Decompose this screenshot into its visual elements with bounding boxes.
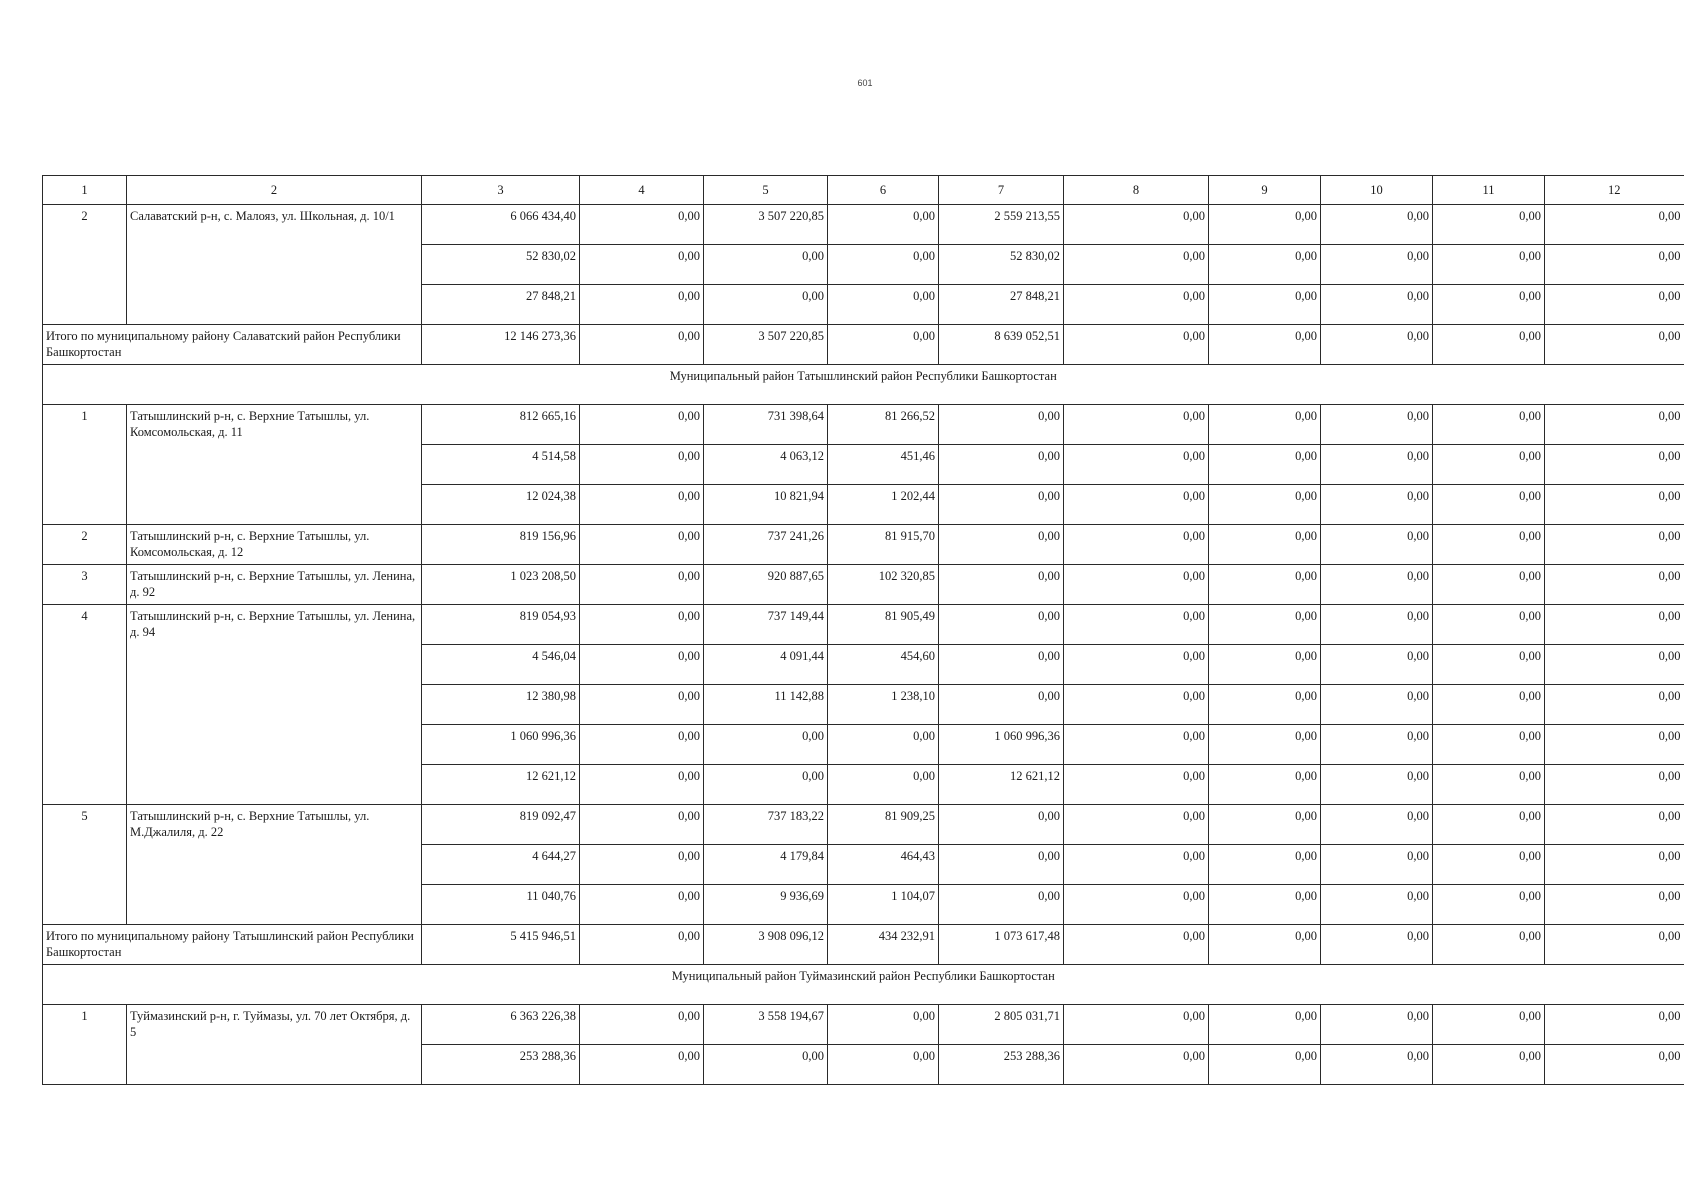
row-number: 3 bbox=[43, 565, 127, 605]
value-cell: 3 558 194,67 bbox=[704, 1005, 828, 1045]
value-cell: 11 142,88 bbox=[704, 685, 828, 725]
column-header: 2 bbox=[127, 176, 422, 205]
value-cell: 0,00 bbox=[1209, 285, 1321, 325]
value-cell: 0,00 bbox=[1433, 845, 1545, 885]
value-cell: 0,00 bbox=[1321, 285, 1433, 325]
value-cell: 0,00 bbox=[1064, 805, 1209, 845]
value-cell: 6 363 226,38 bbox=[422, 1005, 580, 1045]
value-cell: 4 644,27 bbox=[422, 845, 580, 885]
column-header: 3 bbox=[422, 176, 580, 205]
value-cell: 0,00 bbox=[1209, 565, 1321, 605]
address-cell: Татышлинский р-н, с. Верхние Татышлы, ул. Ленина, д. 92 bbox=[127, 565, 422, 605]
value-cell: 0,00 bbox=[1064, 285, 1209, 325]
table-row bbox=[43, 805, 1684, 845]
value-cell: 0,00 bbox=[1545, 885, 1684, 925]
value-cell: 0,00 bbox=[1433, 605, 1545, 645]
column-header: 10 bbox=[1321, 176, 1433, 205]
value-cell: 0,00 bbox=[580, 485, 704, 525]
value-cell: 0,00 bbox=[580, 685, 704, 725]
value-cell: 737 183,22 bbox=[704, 805, 828, 845]
value-cell: 0,00 bbox=[580, 205, 704, 245]
value-cell: 0,00 bbox=[704, 285, 828, 325]
value-cell: 0,00 bbox=[1321, 525, 1433, 565]
value-cell: 0,00 bbox=[580, 525, 704, 565]
value-cell: 0,00 bbox=[580, 725, 704, 765]
value-cell: 0,00 bbox=[939, 605, 1064, 645]
value-cell: 0,00 bbox=[1545, 765, 1684, 805]
value-cell: 12 621,12 bbox=[422, 765, 580, 805]
value-cell: 819 054,93 bbox=[422, 605, 580, 645]
value-cell: 0,00 bbox=[1064, 1005, 1209, 1045]
value-cell: 0,00 bbox=[580, 1005, 704, 1045]
row-number: 1 bbox=[43, 1005, 127, 1085]
value-cell: 0,00 bbox=[580, 565, 704, 605]
value-cell: 1 073 617,48 bbox=[939, 925, 1064, 965]
value-cell: 0,00 bbox=[1321, 1045, 1433, 1085]
data-table bbox=[42, 175, 1684, 1085]
section-title: Муниципальный район Туймазинский район Республики Башкортостан bbox=[43, 965, 1684, 1005]
value-cell: 451,46 bbox=[828, 445, 939, 485]
value-cell: 0,00 bbox=[1433, 285, 1545, 325]
value-cell: 0,00 bbox=[1321, 325, 1433, 365]
value-cell: 0,00 bbox=[1064, 685, 1209, 725]
value-cell: 0,00 bbox=[1545, 205, 1684, 245]
value-cell: 0,00 bbox=[1064, 405, 1209, 445]
value-cell: 0,00 bbox=[580, 285, 704, 325]
value-cell: 0,00 bbox=[828, 205, 939, 245]
value-cell: 81 905,49 bbox=[828, 605, 939, 645]
value-cell: 0,00 bbox=[1545, 565, 1684, 605]
value-cell: 0,00 bbox=[580, 1045, 704, 1085]
section-row bbox=[43, 965, 1684, 1005]
value-cell: 0,00 bbox=[828, 325, 939, 365]
value-cell: 12 621,12 bbox=[939, 765, 1064, 805]
value-cell: 0,00 bbox=[1433, 645, 1545, 685]
value-cell: 0,00 bbox=[1209, 805, 1321, 845]
value-cell: 0,00 bbox=[1433, 685, 1545, 725]
column-header: 5 bbox=[704, 176, 828, 205]
value-cell: 102 320,85 bbox=[828, 565, 939, 605]
table-row bbox=[43, 205, 1684, 245]
value-cell: 0,00 bbox=[580, 605, 704, 645]
value-cell: 0,00 bbox=[1064, 525, 1209, 565]
value-cell: 12 380,98 bbox=[422, 685, 580, 725]
value-cell: 253 288,36 bbox=[939, 1045, 1064, 1085]
address-cell: Татышлинский р-н, с. Верхние Татышлы, ул. М.Джалиля, д. 22 bbox=[127, 805, 422, 925]
value-cell: 819 092,47 bbox=[422, 805, 580, 845]
value-cell: 0,00 bbox=[1209, 325, 1321, 365]
value-cell: 0,00 bbox=[1209, 725, 1321, 765]
total-row bbox=[43, 925, 1684, 965]
value-cell: 0,00 bbox=[939, 685, 1064, 725]
value-cell: 52 830,02 bbox=[422, 245, 580, 285]
value-cell: 0,00 bbox=[1064, 1045, 1209, 1085]
value-cell: 0,00 bbox=[1433, 565, 1545, 605]
column-header: 9 bbox=[1209, 176, 1321, 205]
column-header: 12 bbox=[1545, 176, 1684, 205]
value-cell: 6 066 434,40 bbox=[422, 205, 580, 245]
value-cell: 0,00 bbox=[828, 1005, 939, 1045]
value-cell: 0,00 bbox=[1433, 245, 1545, 285]
value-cell: 737 149,44 bbox=[704, 605, 828, 645]
value-cell: 0,00 bbox=[1064, 885, 1209, 925]
value-cell: 0,00 bbox=[1433, 885, 1545, 925]
value-cell: 0,00 bbox=[580, 885, 704, 925]
value-cell: 8 639 052,51 bbox=[939, 325, 1064, 365]
value-cell: 0,00 bbox=[939, 885, 1064, 925]
value-cell: 0,00 bbox=[1064, 565, 1209, 605]
value-cell: 0,00 bbox=[1433, 325, 1545, 365]
value-cell: 0,00 bbox=[828, 765, 939, 805]
row-number: 2 bbox=[43, 525, 127, 565]
value-cell: 0,00 bbox=[1433, 725, 1545, 765]
value-cell: 0,00 bbox=[1064, 605, 1209, 645]
value-cell: 4 546,04 bbox=[422, 645, 580, 685]
value-cell: 0,00 bbox=[1545, 1005, 1684, 1045]
value-cell: 0,00 bbox=[1321, 885, 1433, 925]
value-cell: 0,00 bbox=[1209, 845, 1321, 885]
value-cell: 0,00 bbox=[704, 725, 828, 765]
value-cell: 3 507 220,85 bbox=[704, 325, 828, 365]
value-cell: 0,00 bbox=[1064, 845, 1209, 885]
value-cell: 12 146 273,36 bbox=[422, 325, 580, 365]
value-cell: 0,00 bbox=[1433, 485, 1545, 525]
value-cell: 1 060 996,36 bbox=[939, 725, 1064, 765]
address-cell: Татышлинский р-н, с. Верхние Татышлы, ул. Комсомольская, д. 12 bbox=[127, 525, 422, 565]
value-cell: 1 238,10 bbox=[828, 685, 939, 725]
value-cell: 0,00 bbox=[1433, 805, 1545, 845]
value-cell: 0,00 bbox=[1209, 205, 1321, 245]
value-cell: 464,43 bbox=[828, 845, 939, 885]
row-number: 5 bbox=[43, 805, 127, 925]
value-cell: 52 830,02 bbox=[939, 245, 1064, 285]
row-number: 1 bbox=[43, 405, 127, 525]
value-cell: 0,00 bbox=[1064, 925, 1209, 965]
value-cell: 0,00 bbox=[1545, 525, 1684, 565]
value-cell: 0,00 bbox=[1545, 1045, 1684, 1085]
value-cell: 4 063,12 bbox=[704, 445, 828, 485]
page-number: 601 bbox=[857, 78, 873, 88]
value-cell: 0,00 bbox=[1433, 1045, 1545, 1085]
value-cell: 0,00 bbox=[1209, 645, 1321, 685]
value-cell: 0,00 bbox=[1209, 485, 1321, 525]
value-cell: 454,60 bbox=[828, 645, 939, 685]
value-cell: 920 887,65 bbox=[704, 565, 828, 605]
value-cell: 0,00 bbox=[1321, 925, 1433, 965]
value-cell: 0,00 bbox=[1545, 925, 1684, 965]
value-cell: 0,00 bbox=[939, 445, 1064, 485]
value-cell: 0,00 bbox=[1321, 205, 1433, 245]
value-cell: 0,00 bbox=[1209, 685, 1321, 725]
value-cell: 0,00 bbox=[1545, 245, 1684, 285]
value-cell: 0,00 bbox=[1064, 765, 1209, 805]
value-cell: 0,00 bbox=[1321, 845, 1433, 885]
address-cell: Салаватский р-н, с. Малояз, ул. Школьная, д. 10/1 bbox=[127, 205, 422, 325]
value-cell: 0,00 bbox=[580, 845, 704, 885]
value-cell: 0,00 bbox=[1321, 1005, 1433, 1045]
address-cell: Татышлинский р-н, с. Верхние Татышлы, ул. Ленина, д. 94 bbox=[127, 605, 422, 805]
table-body bbox=[43, 176, 1684, 1085]
value-cell: 0,00 bbox=[1064, 645, 1209, 685]
value-cell: 0,00 bbox=[1433, 765, 1545, 805]
value-cell: 0,00 bbox=[1209, 525, 1321, 565]
column-header: 1 bbox=[43, 176, 127, 205]
value-cell: 0,00 bbox=[939, 565, 1064, 605]
value-cell: 0,00 bbox=[939, 805, 1064, 845]
table-row bbox=[43, 565, 1684, 605]
value-cell: 0,00 bbox=[1064, 325, 1209, 365]
value-cell: 0,00 bbox=[1545, 485, 1684, 525]
value-cell: 0,00 bbox=[1545, 325, 1684, 365]
value-cell: 0,00 bbox=[1321, 645, 1433, 685]
value-cell: 0,00 bbox=[1321, 605, 1433, 645]
value-cell: 0,00 bbox=[1209, 1045, 1321, 1085]
value-cell: 1 202,44 bbox=[828, 485, 939, 525]
table-row bbox=[43, 525, 1684, 565]
total-row bbox=[43, 325, 1684, 365]
value-cell: 0,00 bbox=[580, 405, 704, 445]
value-cell: 0,00 bbox=[939, 645, 1064, 685]
value-cell: 0,00 bbox=[1209, 1005, 1321, 1045]
value-cell: 812 665,16 bbox=[422, 405, 580, 445]
value-cell: 0,00 bbox=[580, 445, 704, 485]
value-cell: 0,00 bbox=[1433, 405, 1545, 445]
value-cell: 12 024,38 bbox=[422, 485, 580, 525]
value-cell: 0,00 bbox=[1321, 765, 1433, 805]
value-cell: 0,00 bbox=[580, 805, 704, 845]
value-cell: 0,00 bbox=[939, 845, 1064, 885]
value-cell: 0,00 bbox=[1321, 565, 1433, 605]
value-cell: 0,00 bbox=[828, 285, 939, 325]
value-cell: 0,00 bbox=[580, 645, 704, 685]
value-cell: 819 156,96 bbox=[422, 525, 580, 565]
value-cell: 0,00 bbox=[704, 765, 828, 805]
table-row bbox=[43, 605, 1684, 645]
value-cell: 0,00 bbox=[580, 325, 704, 365]
value-cell: 253 288,36 bbox=[422, 1045, 580, 1085]
value-cell: 0,00 bbox=[1064, 245, 1209, 285]
value-cell: 0,00 bbox=[1545, 285, 1684, 325]
value-cell: 0,00 bbox=[1433, 445, 1545, 485]
value-cell: 0,00 bbox=[1321, 805, 1433, 845]
value-cell: 0,00 bbox=[1433, 525, 1545, 565]
value-cell: 2 805 031,71 bbox=[939, 1005, 1064, 1045]
value-cell: 11 040,76 bbox=[422, 885, 580, 925]
value-cell: 0,00 bbox=[1321, 245, 1433, 285]
column-header-row bbox=[43, 176, 1684, 205]
column-header: 7 bbox=[939, 176, 1064, 205]
value-cell: 0,00 bbox=[580, 925, 704, 965]
value-cell: 0,00 bbox=[939, 525, 1064, 565]
value-cell: 81 909,25 bbox=[828, 805, 939, 845]
value-cell: 434 232,91 bbox=[828, 925, 939, 965]
address-cell: Татышлинский р-н, с. Верхние Татышлы, ул. Комсомольская, д. 11 bbox=[127, 405, 422, 525]
value-cell: 4 514,58 bbox=[422, 445, 580, 485]
value-cell: 10 821,94 bbox=[704, 485, 828, 525]
row-number: 2 bbox=[43, 205, 127, 325]
total-label: Итого по муниципальному району Татышлинский район Республики Башкортостан bbox=[43, 925, 422, 965]
value-cell: 0,00 bbox=[828, 725, 939, 765]
value-cell: 0,00 bbox=[1433, 205, 1545, 245]
value-cell: 0,00 bbox=[1321, 725, 1433, 765]
value-cell: 0,00 bbox=[939, 405, 1064, 445]
value-cell: 81 266,52 bbox=[828, 405, 939, 445]
value-cell: 0,00 bbox=[1433, 925, 1545, 965]
column-header: 8 bbox=[1064, 176, 1209, 205]
value-cell: 0,00 bbox=[828, 1045, 939, 1085]
value-cell: 0,00 bbox=[939, 485, 1064, 525]
value-cell: 0,00 bbox=[1321, 485, 1433, 525]
value-cell: 0,00 bbox=[1545, 405, 1684, 445]
value-cell: 4 091,44 bbox=[704, 645, 828, 685]
value-cell: 0,00 bbox=[580, 765, 704, 805]
value-cell: 0,00 bbox=[1064, 445, 1209, 485]
value-cell: 0,00 bbox=[1321, 405, 1433, 445]
value-cell: 0,00 bbox=[1545, 845, 1684, 885]
value-cell: 1 104,07 bbox=[828, 885, 939, 925]
value-cell: 0,00 bbox=[1545, 645, 1684, 685]
column-header: 6 bbox=[828, 176, 939, 205]
value-cell: 0,00 bbox=[1209, 405, 1321, 445]
value-cell: 0,00 bbox=[1545, 605, 1684, 645]
value-cell: 0,00 bbox=[1209, 245, 1321, 285]
total-label: Итого по муниципальному району Салаватский район Республики Башкортостан bbox=[43, 325, 422, 365]
value-cell: 0,00 bbox=[1209, 885, 1321, 925]
value-cell: 0,00 bbox=[1209, 445, 1321, 485]
column-header: 11 bbox=[1433, 176, 1545, 205]
section-title: Муниципальный район Татышлинский район Республики Башкортостан bbox=[43, 365, 1684, 405]
value-cell: 0,00 bbox=[704, 1045, 828, 1085]
value-cell: 0,00 bbox=[1321, 685, 1433, 725]
value-cell: 0,00 bbox=[704, 245, 828, 285]
section-row bbox=[43, 365, 1684, 405]
value-cell: 3 507 220,85 bbox=[704, 205, 828, 245]
value-cell: 0,00 bbox=[828, 245, 939, 285]
value-cell: 0,00 bbox=[1209, 765, 1321, 805]
value-cell: 0,00 bbox=[1545, 805, 1684, 845]
table-row bbox=[43, 405, 1684, 445]
value-cell: 4 179,84 bbox=[704, 845, 828, 885]
value-cell: 27 848,21 bbox=[939, 285, 1064, 325]
value-cell: 737 241,26 bbox=[704, 525, 828, 565]
value-cell: 0,00 bbox=[1209, 605, 1321, 645]
row-number: 4 bbox=[43, 605, 127, 805]
column-header: 4 bbox=[580, 176, 704, 205]
value-cell: 0,00 bbox=[580, 245, 704, 285]
table-row bbox=[43, 1005, 1684, 1045]
address-cell: Туймазинский р-н, г. Туймазы, ул. 70 лет Октября, д. 5 bbox=[127, 1005, 422, 1085]
value-cell: 0,00 bbox=[1064, 725, 1209, 765]
value-cell: 0,00 bbox=[1433, 1005, 1545, 1045]
value-cell: 81 915,70 bbox=[828, 525, 939, 565]
value-cell: 9 936,69 bbox=[704, 885, 828, 925]
value-cell: 731 398,64 bbox=[704, 405, 828, 445]
value-cell: 3 908 096,12 bbox=[704, 925, 828, 965]
value-cell: 5 415 946,51 bbox=[422, 925, 580, 965]
value-cell: 0,00 bbox=[1545, 725, 1684, 765]
value-cell: 27 848,21 bbox=[422, 285, 580, 325]
value-cell: 0,00 bbox=[1064, 485, 1209, 525]
value-cell: 1 023 208,50 bbox=[422, 565, 580, 605]
value-cell: 2 559 213,55 bbox=[939, 205, 1064, 245]
value-cell: 0,00 bbox=[1545, 685, 1684, 725]
value-cell: 0,00 bbox=[1545, 445, 1684, 485]
value-cell: 0,00 bbox=[1209, 925, 1321, 965]
value-cell: 0,00 bbox=[1064, 205, 1209, 245]
value-cell: 0,00 bbox=[1321, 445, 1433, 485]
value-cell: 1 060 996,36 bbox=[422, 725, 580, 765]
